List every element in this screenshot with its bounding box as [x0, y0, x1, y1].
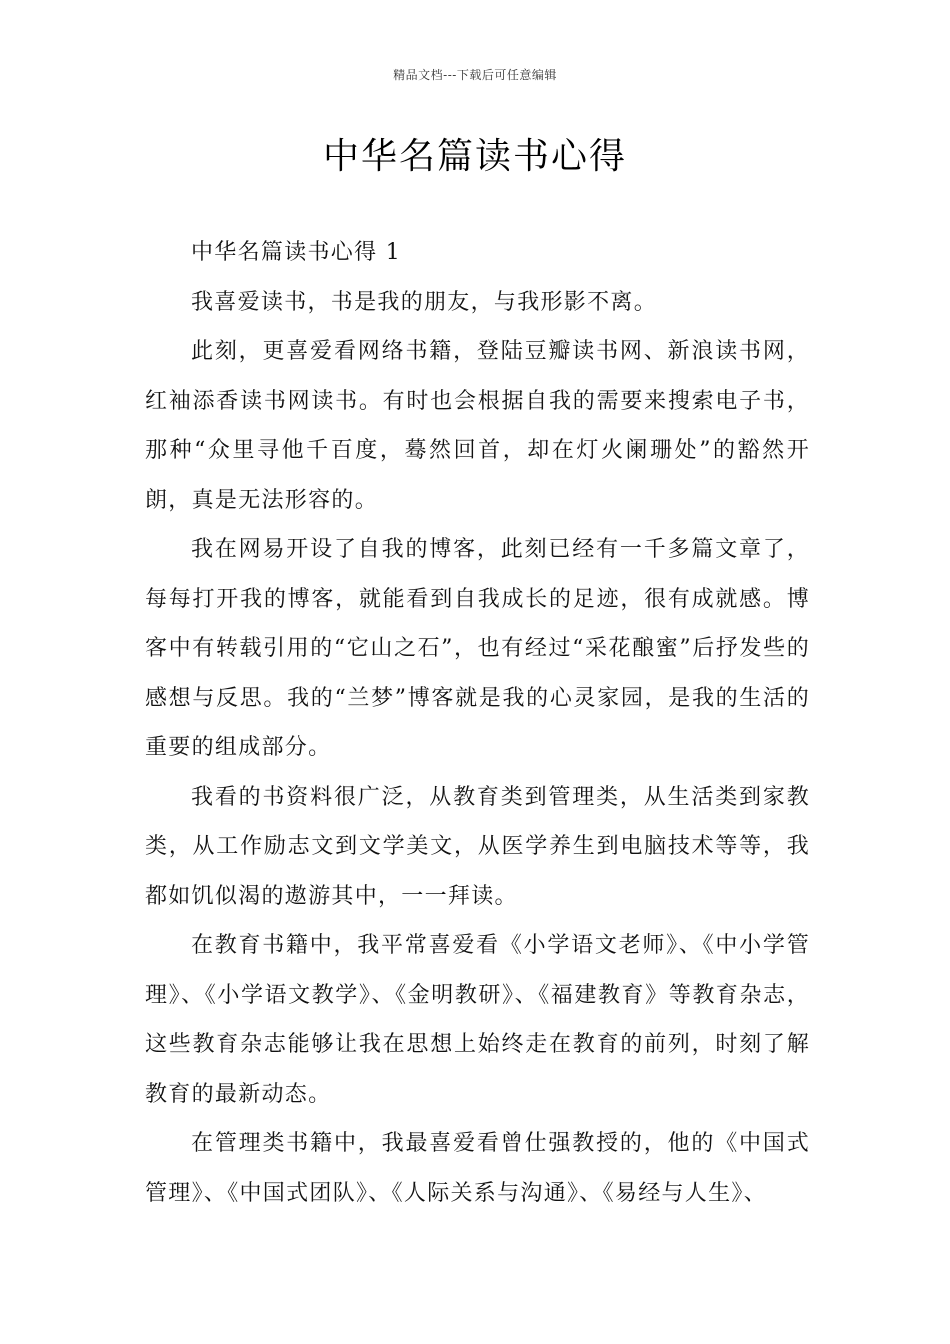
- paragraph-1: 我喜爱读书，书是我的朋友，与我形影不离。: [191, 289, 658, 315]
- paragraph-6: 在管理类书籍中，我最喜爱看曾仕强教授的，他的《中国式管理》、《中国式团队》、《人际关系与沟通》、《易经与人生》、: [145, 1131, 810, 1206]
- paragraph-3: 我在网易开设了自我的博客，此刻已经有一千多篇文章了，每每打开我的博客，就能看到自我成长的足迹，很有成就感。博客中有转载引用的“它山之石”，也有经过“采花酿蜜”后抒发些的感想与反思。我的“兰梦”博客就是我的心灵家园，是我的生活的重要的组成部分。: [145, 537, 810, 760]
- header-note: 精品文档---下载后可任意编辑: [393, 68, 557, 82]
- document-body: [145, 228, 810, 1218]
- paragraph-2: 此刻，更喜爱看网络书籍，登陆豆瓣读书网、新浪读书网，红袖添香读书网读书。有时也会根据自我的需要来搜索电子书，那种“众里寻他千百度，蓦然回首，却在灯火阑珊处”的豁然开朗，真是无法形容的。: [145, 339, 810, 513]
- paragraph-5: 在教育书籍中，我平常喜爱看《小学语文老师》、《中小学管理》、《小学语文教学》、《金明教研》、《福建教育》等教育杂志，这些教育杂志能够让我在思想上始终走在教育的前列，时刻了解教育的最新动态。: [145, 933, 810, 1107]
- section-subtitle: 中华名篇读书心得 1: [191, 240, 401, 265]
- paragraph-4: 我看的书资料很广泛，从教育类到管理类，从生活类到家教类，从工作励志文到文学美文，从医学养生到电脑技术等等，我都如饥似渴的遨游其中，一一拜读。: [145, 784, 810, 909]
- document-title: 中华名篇读书心得: [322, 136, 627, 177]
